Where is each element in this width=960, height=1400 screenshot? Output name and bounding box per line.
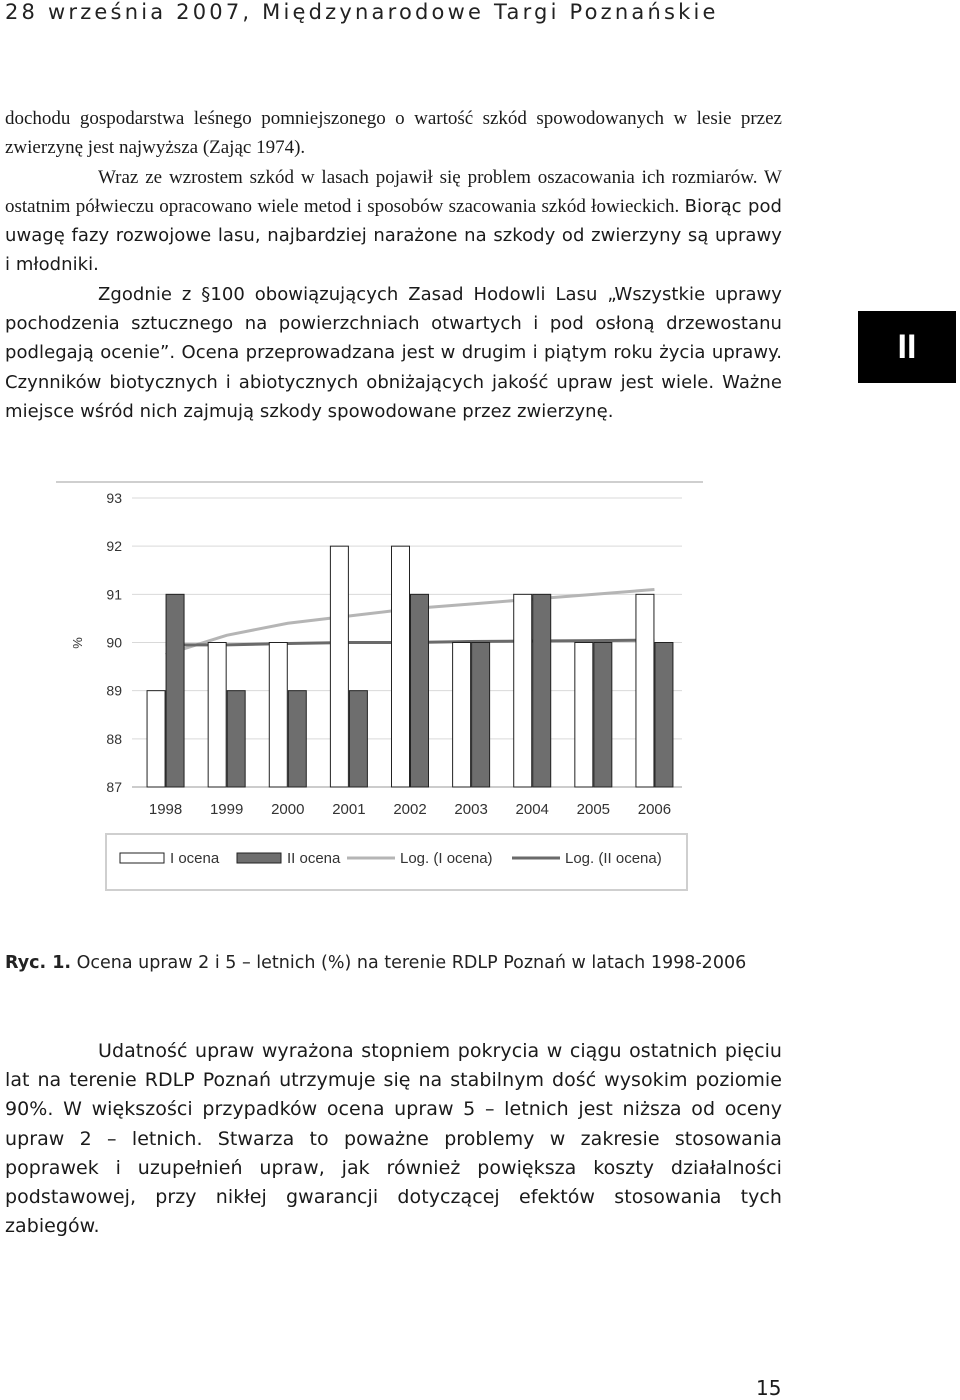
y-axis-label: % <box>70 637 85 649</box>
x-tick-label: 1998 <box>148 801 183 818</box>
x-tick-label: 2000 <box>271 801 305 818</box>
x-tick-label: 2005 <box>576 801 611 818</box>
bar-ii-ocena <box>533 594 551 787</box>
running-header: 28 września 2007, Międzynarodowe Targi Poznańskie <box>5 0 719 24</box>
bar-ii-ocena <box>655 643 673 788</box>
paragraph: Udatność upraw wyrażona stopniem pokrycia w ciągu ostatnich pięciu lat na terenie RDLP Poznań utrzymuje się na stabilnym dość wysokim poziomie 90%. W większości przypadków ocena upraw 5 – letnich jest niższa od oceny upraw 2 – letnich. Stwarza to poważne problemy w zakresie stosowania poprawek i uzupełnień upraw, jak również powiększa koszty działalności podstawowej, przy nikłej gwarancji dotyczącej efektów stosowania tych zabiegów. <box>5 1040 782 1238</box>
x-tick-label: 2006 <box>637 801 672 818</box>
bar-ii-ocena <box>411 594 429 787</box>
legend-swatch <box>237 853 281 863</box>
y-tick-label: 88 <box>106 730 122 747</box>
sentence-serif: Wraz ze wzrostem szkód w lasach pojawił się problem oszacowania ich rozmiarów. W ostatnim półwieczu opracowano wiele metod i sposobów szacowania szkód łowieckich. <box>5 166 782 217</box>
paragraph: dochodu gospodarstwa leśnego pomniejszonego o wartość szkód spowodowanych w lesie przez zwierzynę jest najwyższa (Zając 1974). <box>5 108 782 159</box>
bar-ii-ocena <box>349 691 367 787</box>
x-tick-label: 2003 <box>454 801 488 818</box>
bar-i-ocena <box>392 546 410 787</box>
legend-label: II ocena <box>287 850 341 867</box>
bar-ii-ocena <box>594 643 612 788</box>
y-tick-label: 91 <box>106 586 122 603</box>
body-text-top <box>5 104 782 426</box>
y-tick-label: 87 <box>106 779 122 795</box>
bar-i-ocena <box>330 546 348 787</box>
bar-i-ocena <box>453 643 471 788</box>
bar-ii-ocena <box>288 691 306 787</box>
caption-text: Ocena upraw 2 i 5 – letnich (%) na terenie RDLP Poznań w latach 1998-2006 <box>76 953 747 973</box>
bar-chart <box>52 478 707 896</box>
x-tick-label: 2001 <box>332 801 366 818</box>
x-tick-labels <box>149 801 671 818</box>
page-number: 15 <box>756 1376 782 1400</box>
bar-ii-ocena <box>166 594 184 787</box>
legend-label: Log. (II ocena) <box>565 850 662 867</box>
bar-i-ocena <box>514 594 532 787</box>
paragraph: Zgodnie z §100 obowiązujących Zasad Hodowli Lasu „Wszystkie uprawy pochodzenia sztucznego na powierzchniach otwartych i pod osłoną drzewostanu podlegają ocenie”. Ocena przeprowadzana jest w drugim i piątym roku życia uprawy. Czynników biotycznych i abiotycznych obniżających jakość upraw jest wiele. Ważne miejsce wśród nich zajmują szkody spowodowane przez zwierzynę. <box>5 283 782 422</box>
legend-label: I ocena <box>170 850 220 867</box>
body-text-bottom <box>5 1037 782 1241</box>
sentence-sans: Biorąc pod uwagę fazy rozwojowe lasu, najbardziej narażone na szkody od zwierzyny są uprawy i młodniki. <box>5 195 782 276</box>
bar-ii-ocena <box>227 691 245 787</box>
bar-i-ocena <box>147 691 165 787</box>
y-tick-label: 89 <box>106 682 122 699</box>
section-marker: II <box>858 311 956 383</box>
x-tick-label: 2004 <box>515 801 549 818</box>
figure-caption <box>5 953 746 973</box>
legend-swatch <box>120 853 164 863</box>
bar-i-ocena <box>636 594 654 787</box>
caption-label: Ryc. 1. <box>5 953 72 973</box>
paragraph <box>5 163 782 280</box>
bar-i-ocena <box>208 643 226 788</box>
bar-ii-ocena <box>472 643 490 788</box>
bar-i-ocena <box>575 643 593 788</box>
y-tick-label: 92 <box>106 538 122 555</box>
x-tick-label: 2002 <box>393 801 427 818</box>
y-tick-label: 90 <box>106 634 122 651</box>
bar-i-ocena <box>269 643 287 788</box>
legend-label: Log. (I ocena) <box>400 850 493 867</box>
x-tick-label: 1999 <box>209 801 244 818</box>
y-tick-label: 93 <box>106 490 122 506</box>
